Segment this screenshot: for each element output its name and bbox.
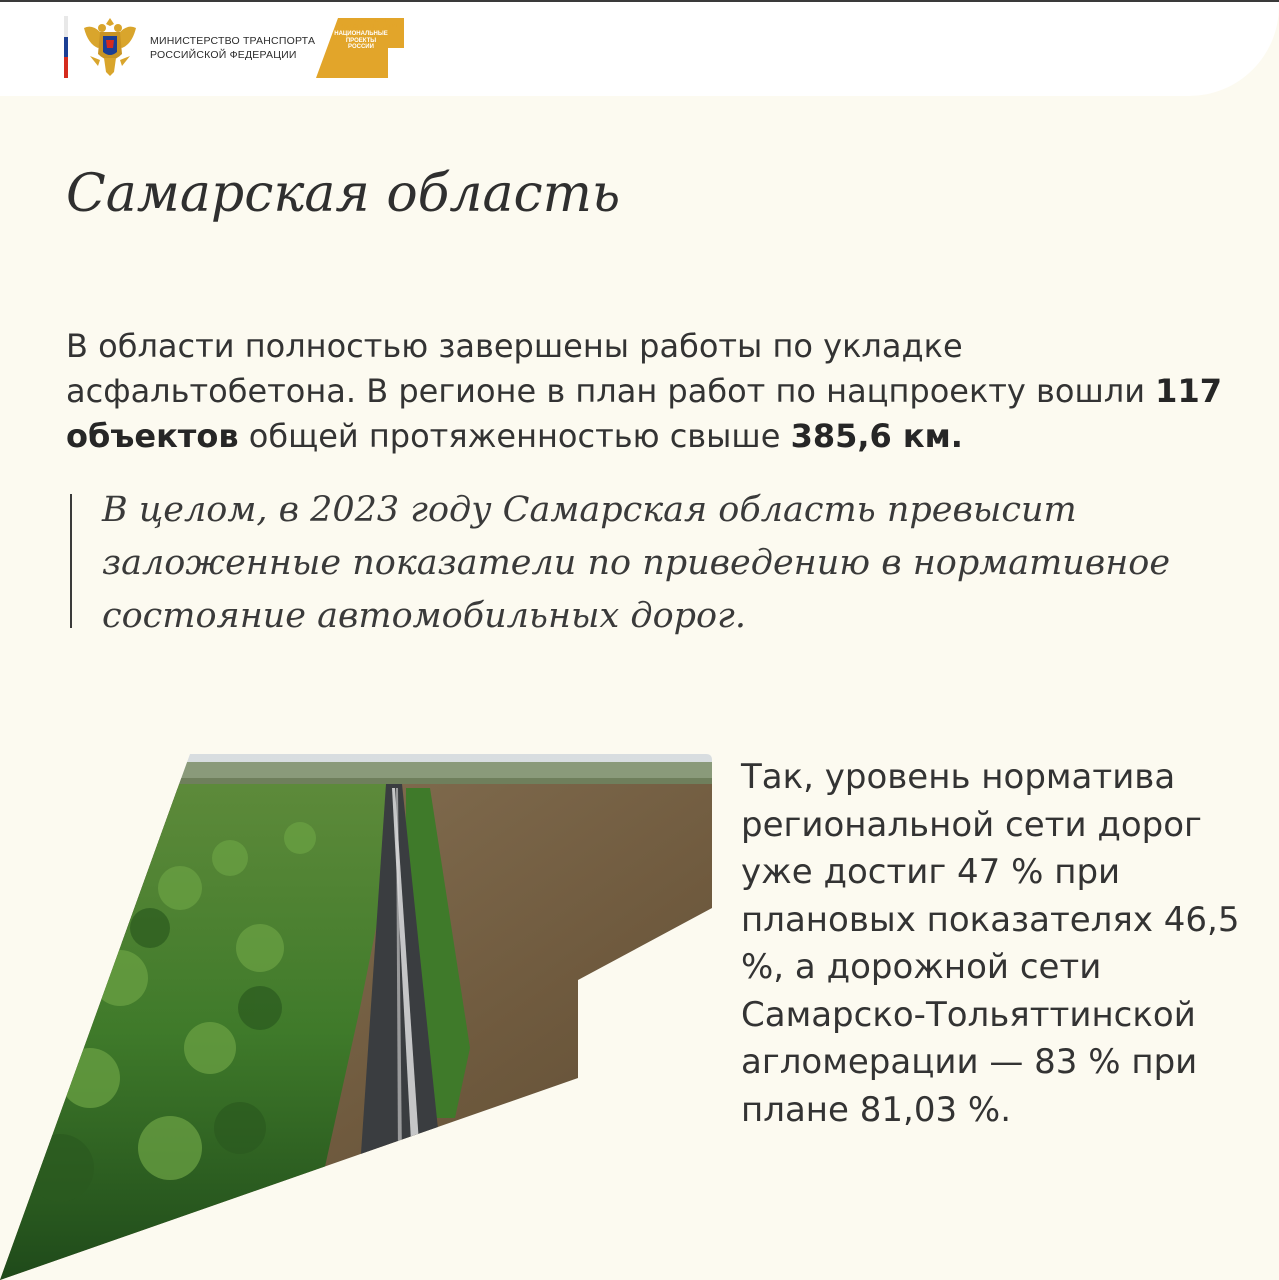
aerial-road-photo [0, 748, 716, 1280]
np-small-line-2: КАЧЕСТВЕННЫЕ ДОРОГИ [340, 24, 404, 30]
np-big-line-1: НАЦИОНАЛЬНЫЕ [334, 31, 388, 37]
ministry-line-2: РОССИЙСКОЙ ФЕДЕРАЦИИ [150, 49, 297, 61]
russian-flag-icon [64, 16, 68, 78]
lead-text-start: В области полностью завершены работы по укладке асфальтобетона. В регионе в план работ по нацпроекту вошли [66, 327, 1156, 410]
quote-text: В целом, в 2023 году Самарская область превысит заложенные показатели по приведению в нормативное состояние автомобильных дорог. [102, 490, 1171, 636]
lead-paragraph [66, 324, 1256, 459]
objects-count: 117 объектов [66, 372, 1222, 455]
lead-text-mid: общей протяженностью свыше [238, 417, 791, 455]
page-title: Самарская область [66, 164, 621, 224]
np-big-line-3: РОССИИ [348, 44, 374, 50]
np-big-line-2: ПРОЕКТЫ [345, 37, 377, 44]
np-logo-small-text [340, 18, 404, 30]
header-top-line [0, 0, 1279, 2]
header [0, 0, 1279, 96]
quote-bar [70, 494, 72, 628]
np-logo-big-text [334, 31, 388, 51]
np-small-line-1: БЕЗОПАСНЫЕ [354, 18, 390, 24]
ministry-line-1: МИНИСТЕРСТВО ТРАНСПОРТА [150, 35, 316, 47]
coat-of-arms-icon [78, 14, 142, 80]
total-length: 385,6 км. [790, 417, 963, 455]
ministry-name [150, 34, 315, 62]
side-paragraph: Так, уровень норматива региональной сети дорог уже достиг 47 % при плановых показателях 46,5 %, а дорожной сети Самарско-Тольяттинской агломерации — 83 % при плане 81,03 %. [741, 757, 1240, 1130]
